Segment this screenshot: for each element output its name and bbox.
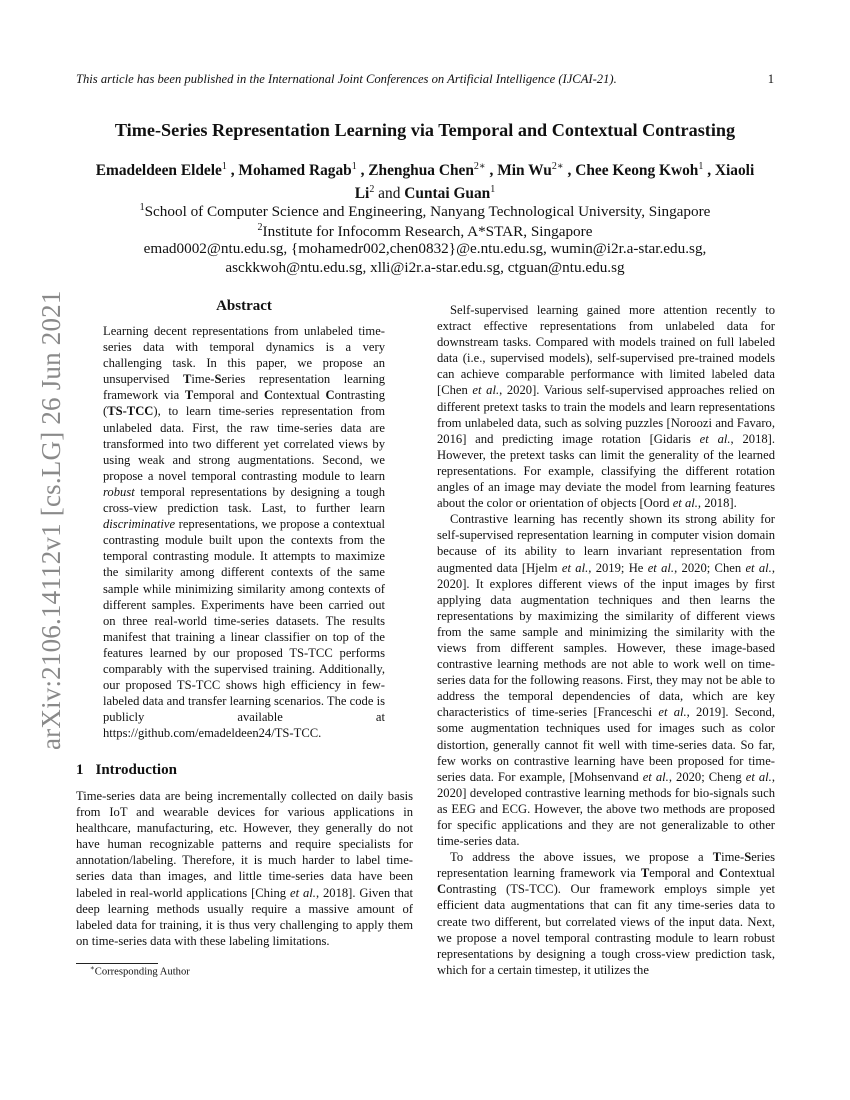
paper-title: Time-Series Representation Learning via Temporal and Contextual Contrasting xyxy=(114,120,736,140)
author: Chee Keong Kwoh xyxy=(575,162,699,180)
arxiv-stamp: arXiv:2106.14112v1 [cs.LG] 26 Jun 2021 xyxy=(36,290,66,750)
right-column-body xyxy=(437,302,775,978)
author-emails: emad0002@ntu.edu.sg, {mohamedr002,chen0832}@e.ntu.edu.sg, wumin@i2r.a-star.edu.sg, asckkwoh@ntu.edu.sg, xlli@i2r.a-star.edu.sg, ctguan@ntu.edu.sg xyxy=(143,240,707,276)
paragraph: To address the above issues, we propose a Time-Series representation learning framework via Temporal and Contextual Contrasting (TS-TCC). Our framework employs simple yet efficient data augmentations that can fit any time-series data to create two different, but correlated views of the input data. Next, we propose a novel temporal contrasting module to learn robust representations by designing a tough cross-view prediction task, which for a certain timestep, it utilizes the xyxy=(437,850,775,977)
author: Min Wu xyxy=(497,162,552,180)
footnote: ∗Corresponding Author xyxy=(90,964,190,978)
author: Cuntai Guan xyxy=(404,185,491,203)
author-list: Emadeldeen Eldele$^1$ , Mohamed Ragab$^1$ , Zhenghua Chen$^{2∗}$ , Min $Wu^{2∗}$ , Chee Keong Kwoh$^1$ , Xiaoli Li$^2$ and Cuntai Guan$^1$ xyxy=(95,161,755,203)
acronym: TS-TCC xyxy=(107,404,154,419)
abstract-body: Learning decent representations from unlabeled time-series data with temporal dynamics is a very challenging task. In this paper, we propose an unsupervised Time-Series representation learning framework via Temporal and Contextual Contrasting (TS-TCC), to learn time-series representation from unlabeled data. First, the raw time-series data are transformed into two different yet correlated views by using weak and strong augmentations. Second, we propose a novel temporal contrasting module to learn robust temporal representations by designing a tough cross-view prediction task. Last, to further learn discriminative representations, we propose a contextual contrasting module built upon the contexts from the temporal contrasting module. It attempts to maximize the similarity among different contexts of the same sample while minimizing similarity among contexts of different samples. Experiments have been carried out on three real-world time-series datasets. The results manifest that training a linear classifier on top of the features learned by our proposed TS-TCC performs comparably with the supervised training. Additionally, our proposed TS-TCC shows high efficiency in few-labeled data and transfer learning scenarios. The code is publicly available at https://github.com/emadeldeen24/TS-TCC. xyxy=(103,324,386,741)
author: Emadeldeen Eldele xyxy=(95,162,222,180)
page-number: 1 xyxy=(767,72,774,86)
publication-note: This article has been published in the International Joint Conferences on Artificial Intelligence (IJCAI-21). xyxy=(76,72,617,86)
abstract-heading: Abstract xyxy=(216,298,272,314)
paragraph: Self-supervised learning gained more attention recently to extract effective representations from unlabeled data for downstream tasks. Compared with models trained on full labeled data (i.e., supervised models), self-supervised pre-trained models can achieve comparable performance with limited labeled data [Chen et al., 2020]. Various self-supervised approaches relied on different pretext tasks to train the models and learn representations from unlabeled data, such as solving puzzles [Noroozi and Favaro, 2016] and predicting image rotation [Gidaris et al., 2018]. However, the pretext tasks can limit the generality of the learned representations. For example, classifying the different rotation angles of an image may deviate the model from learning features about the color or orientation of objects [Oord et al., 2018]. xyxy=(437,303,775,511)
running-header xyxy=(76,72,774,90)
paragraph: Contrastive learning has recently shown its strong ability for self-supervised representation learning in computer vision domain because of its ability to learn invariant representation from augmented data [Hjelm et al., 2019; He et al., 2020; Chen et al., 2020]. It explores different views of the input images by first applying data augmentation techniques and then learns the representations by maximizing the similarity of different views from the same sample and minimizing the similarity with the views from different samples. However, these image-based contrastive learning methods are not able to work well on time-series data for the following reasons. First, they may not be able to address the temporal dependencies of data, which are key characteristics of time-series [Franceschi et al., 2019]. Second, some augmentation techniques used for images such as color distortion, generally cannot fit well with time-series data. So far, few works on contrastive learning have been proposed for time-series data. For example, [Mohsenvand et al., 2020; Cheng et al., 2020] developed contrastive learning methods for bio-signals such as EEG and ECG. However, the above two methods are proposed for specific applications and they are not generalizable to other time-series data. xyxy=(437,512,775,849)
section-heading-introduction: 1 Introduction xyxy=(76,762,177,778)
affiliation-2: $^2$Institute for Infocomm Research, A*STAR, Singapore xyxy=(257,222,593,241)
introduction-body: Time-series data are being incrementally collected on daily basis from IoT and wearable devices for various applications in healthcare, manufacturing, etc. However, they generally do not have human recognizable patterns and require specialists for annotation/labeling. Therefore, it is much harder to label time-series data than images, and little time-series data have been labeled in real-world applications [Ching et al., 2018]. Given that deep learning methods usually require a massive amount of labeled data for training, it is thus very challenging to apply them on time-series data with these labeling limitations. xyxy=(76,789,413,948)
affiliation-1: $^1$School of Computer Science and Engineering, Nanyang Technological University, Singapore xyxy=(139,202,711,221)
author-conjunction: and xyxy=(378,185,401,203)
author: Zhenghua Chen xyxy=(368,162,474,180)
author: Mohamed Ragab xyxy=(238,162,352,180)
author: Xiaoli Li xyxy=(354,162,755,203)
